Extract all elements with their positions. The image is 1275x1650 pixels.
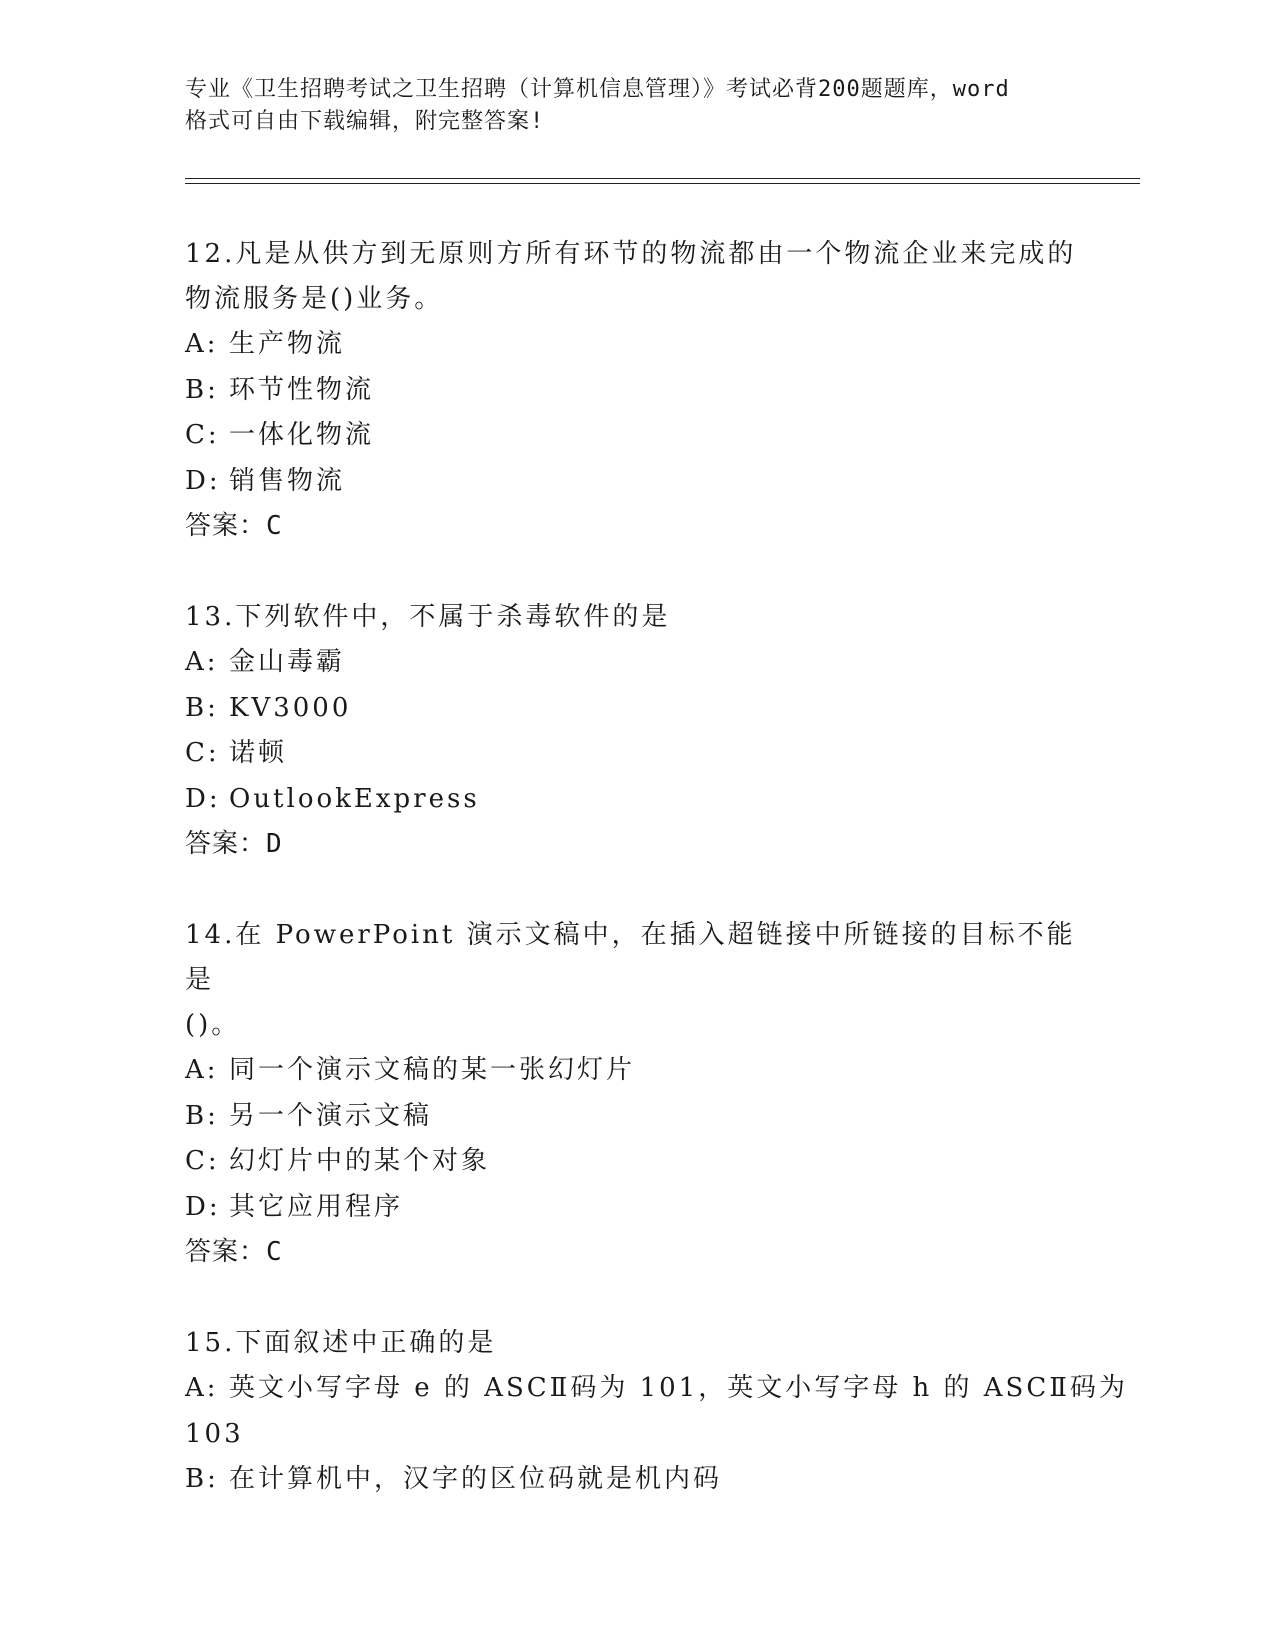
option-b: [185, 686, 1085, 732]
option-b: [185, 1094, 1085, 1140]
answer-label: 答案：: [185, 829, 267, 859]
question-13: [185, 595, 1085, 867]
option-letter: A:: [185, 647, 219, 677]
option-letter: D:: [185, 1191, 221, 1222]
option-text: 销售物流: [229, 465, 346, 496]
question-14: [185, 913, 1085, 1275]
option-letter: A:: [185, 1055, 219, 1085]
option-a: [185, 640, 1085, 686]
answer-value: D: [266, 829, 283, 859]
option-text: 同一个演示文稿的某一张幻灯片: [229, 1055, 636, 1085]
option-letter: D:: [185, 783, 221, 814]
option-text: 生产物流: [229, 329, 346, 359]
question-stem-line: 物流服务是()业务。: [185, 284, 444, 314]
answer-line: [185, 822, 1085, 867]
option-letter: C:: [185, 738, 220, 768]
option-b: [185, 368, 1085, 414]
option-letter: C:: [185, 420, 220, 450]
option-c: [185, 731, 1085, 777]
option-letter: D:: [185, 465, 221, 496]
option-letter: A:: [185, 329, 219, 359]
answer-value: C: [266, 1237, 283, 1267]
option-text: 其它应用程序: [229, 1191, 404, 1222]
document-header: [185, 74, 1085, 138]
question-stem-line: 13.下列软件中，不属于杀毒软件的是: [185, 602, 671, 632]
option-letter: A:: [185, 1373, 219, 1403]
option-letter: B:: [185, 374, 219, 405]
question-list: [185, 232, 1128, 1549]
option-text: 英文小写字母 e 的 ASCⅡ码为 101，英文小写字母 h 的 ASCⅡ码为: [229, 1373, 1128, 1403]
option-b: [185, 1457, 1085, 1503]
option-text: 一体化物流: [229, 420, 375, 450]
option-a: [185, 322, 1085, 368]
option-letter: C:: [185, 1146, 220, 1176]
header-line-2: 格式可自由下载编辑，附完整答案!: [185, 109, 545, 134]
option-text: OutlookExpress: [229, 783, 480, 814]
answer-label: 答案：: [185, 1237, 267, 1267]
answer-label: 答案：: [185, 511, 267, 541]
option-a-continuation: 103: [185, 1418, 244, 1449]
question-stem-line: 12.凡是从供方到无原则方所有环节的物流都由一个物流企业来完成的: [185, 239, 1077, 269]
question-stem-line: 15.下面叙述中正确的是: [185, 1328, 497, 1358]
option-d: [185, 777, 1085, 823]
option-c: [185, 413, 1085, 459]
option-letter: B:: [185, 692, 219, 723]
option-text: 环节性物流: [229, 374, 375, 405]
option-text: 金山毒霸: [229, 647, 346, 677]
answer-value: C: [266, 511, 283, 541]
question-15: [185, 1321, 1128, 1503]
option-text: 幻灯片中的某个对象: [229, 1146, 491, 1176]
option-letter: B:: [185, 1464, 219, 1494]
header-line-1: 专业《卫生招聘考试之卫生招聘（计算机信息管理）》考试必背200题题库，word: [185, 77, 1010, 102]
option-d: [185, 459, 1085, 505]
option-letter: B:: [185, 1100, 219, 1131]
answer-line: [185, 504, 1085, 549]
option-a: [185, 1048, 1085, 1094]
option-text: 另一个演示文稿: [229, 1100, 433, 1131]
question-stem-line: ()。: [185, 1010, 241, 1040]
option-d: [185, 1185, 1085, 1231]
question-12: [185, 232, 1085, 549]
option-text: KV3000: [229, 692, 352, 723]
option-a: [185, 1366, 1128, 1412]
option-text: 诺顿: [229, 738, 288, 768]
option-text: 在计算机中，汉字的区位码就是机内码: [229, 1464, 723, 1494]
header-divider-top: [185, 178, 1140, 179]
option-c: [185, 1139, 1085, 1185]
header-divider-bottom: [185, 183, 1140, 184]
answer-line: [185, 1230, 1085, 1275]
question-stem-line: 14.在 PowerPoint 演示文稿中，在插入超链接中所链接的目标不能是: [185, 920, 1076, 995]
